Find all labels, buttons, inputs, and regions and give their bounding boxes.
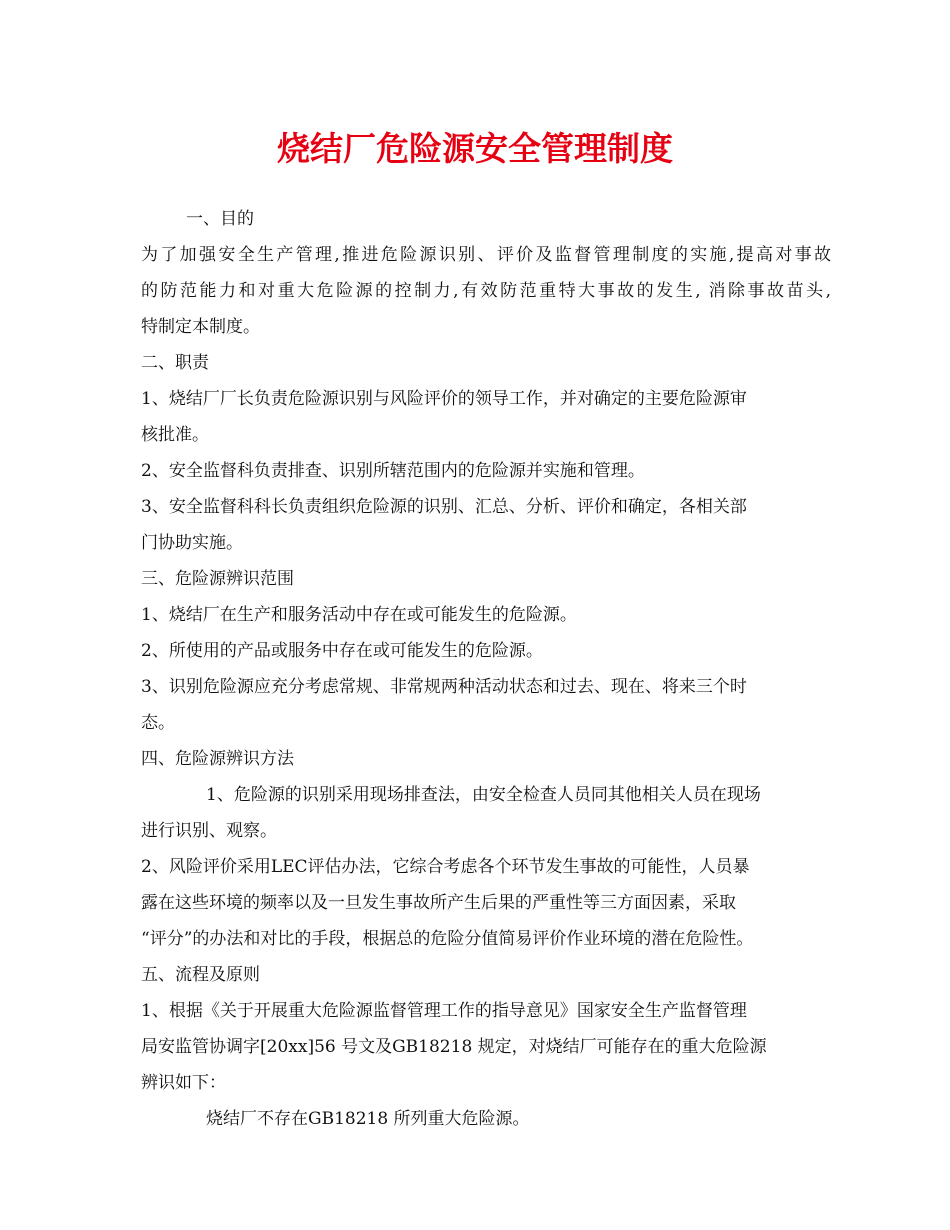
paragraph-line: 态。	[141, 713, 175, 733]
paragraph-line: 2、风险评价采用LEC评估办法，它综合考虑各个环节发生事故的可能性，人员暴	[141, 857, 750, 877]
paragraph-line: 3、识别危险源应充分考虑常规、非常规两种活动状态和过去、现在、将来三个时	[141, 677, 747, 697]
section-heading-duties: 二、职责	[141, 353, 209, 373]
paragraph-line: 局安监管协调字[20xx]56 号文及GB18218 规定，对烧结厂可能存在的重大危险源	[141, 1037, 767, 1057]
paragraph-line: 2、所使用的产品或服务中存在或可能发生的危险源。	[141, 641, 543, 661]
paragraph-line: 烧结厂不存在GB18218 所列重大危险源。	[206, 1109, 530, 1129]
paragraph-line: 1、危险源的识别采用现场排查法，由安全检查人员同其他相关人员在现场	[206, 785, 761, 805]
section-heading-process: 五、流程及原则	[141, 965, 260, 985]
paragraph-line: 进行识别、观察。	[141, 821, 277, 841]
paragraph-line: 门协助实施。	[141, 533, 243, 553]
paragraph-line: “评分”的办法和对比的手段，根据总的危险分值简易评价作业环境的潜在危险性。	[141, 929, 754, 949]
section-heading-purpose: 一、目的	[186, 209, 254, 229]
paragraph-line: 1、烧结厂在生产和服务活动中存在或可能发生的危险源。	[141, 605, 577, 625]
paragraph-line: 1、烧结厂厂长负责危险源识别与风险评价的领导工作，并对确定的主要危险源审	[141, 389, 747, 409]
section-heading-methods: 四、危险源辨识方法	[141, 749, 294, 769]
paragraph-line: 2、安全监督科负责排查、识别所辖范围内的危险源并实施和管理。	[141, 461, 645, 481]
paragraph-line: 辨识如下：	[141, 1073, 226, 1093]
paragraph-line: 露在这些环境的频率以及一旦发生事故所产生后果的严重性等三方面因素，采取	[141, 893, 736, 913]
paragraph-line: 1、根据《关于开展重大危险源监督管理工作的指导意见》国家安全生产监督管理	[141, 1001, 747, 1021]
section-heading-scope: 三、危险源辨识范围	[141, 569, 294, 589]
paragraph-line: 特制定本制度。	[141, 317, 260, 337]
paragraph-line: 核批准。	[141, 425, 209, 445]
paragraph-line: 的防范能力和对重大危险源的控制力,有效防范重特大事故的发生, 消除事故苗头,	[141, 281, 831, 301]
document-title: 烧结厂危险源安全管理制度	[277, 129, 673, 168]
paragraph-line: 3、安全监督科科长负责组织危险源的识别、汇总、分析、评价和确定，各相关部	[141, 497, 747, 517]
paragraph-line: 为了加强安全生产管理,推进危险源识别、评价及监督管理制度的实施,提高对事故	[141, 245, 831, 265]
